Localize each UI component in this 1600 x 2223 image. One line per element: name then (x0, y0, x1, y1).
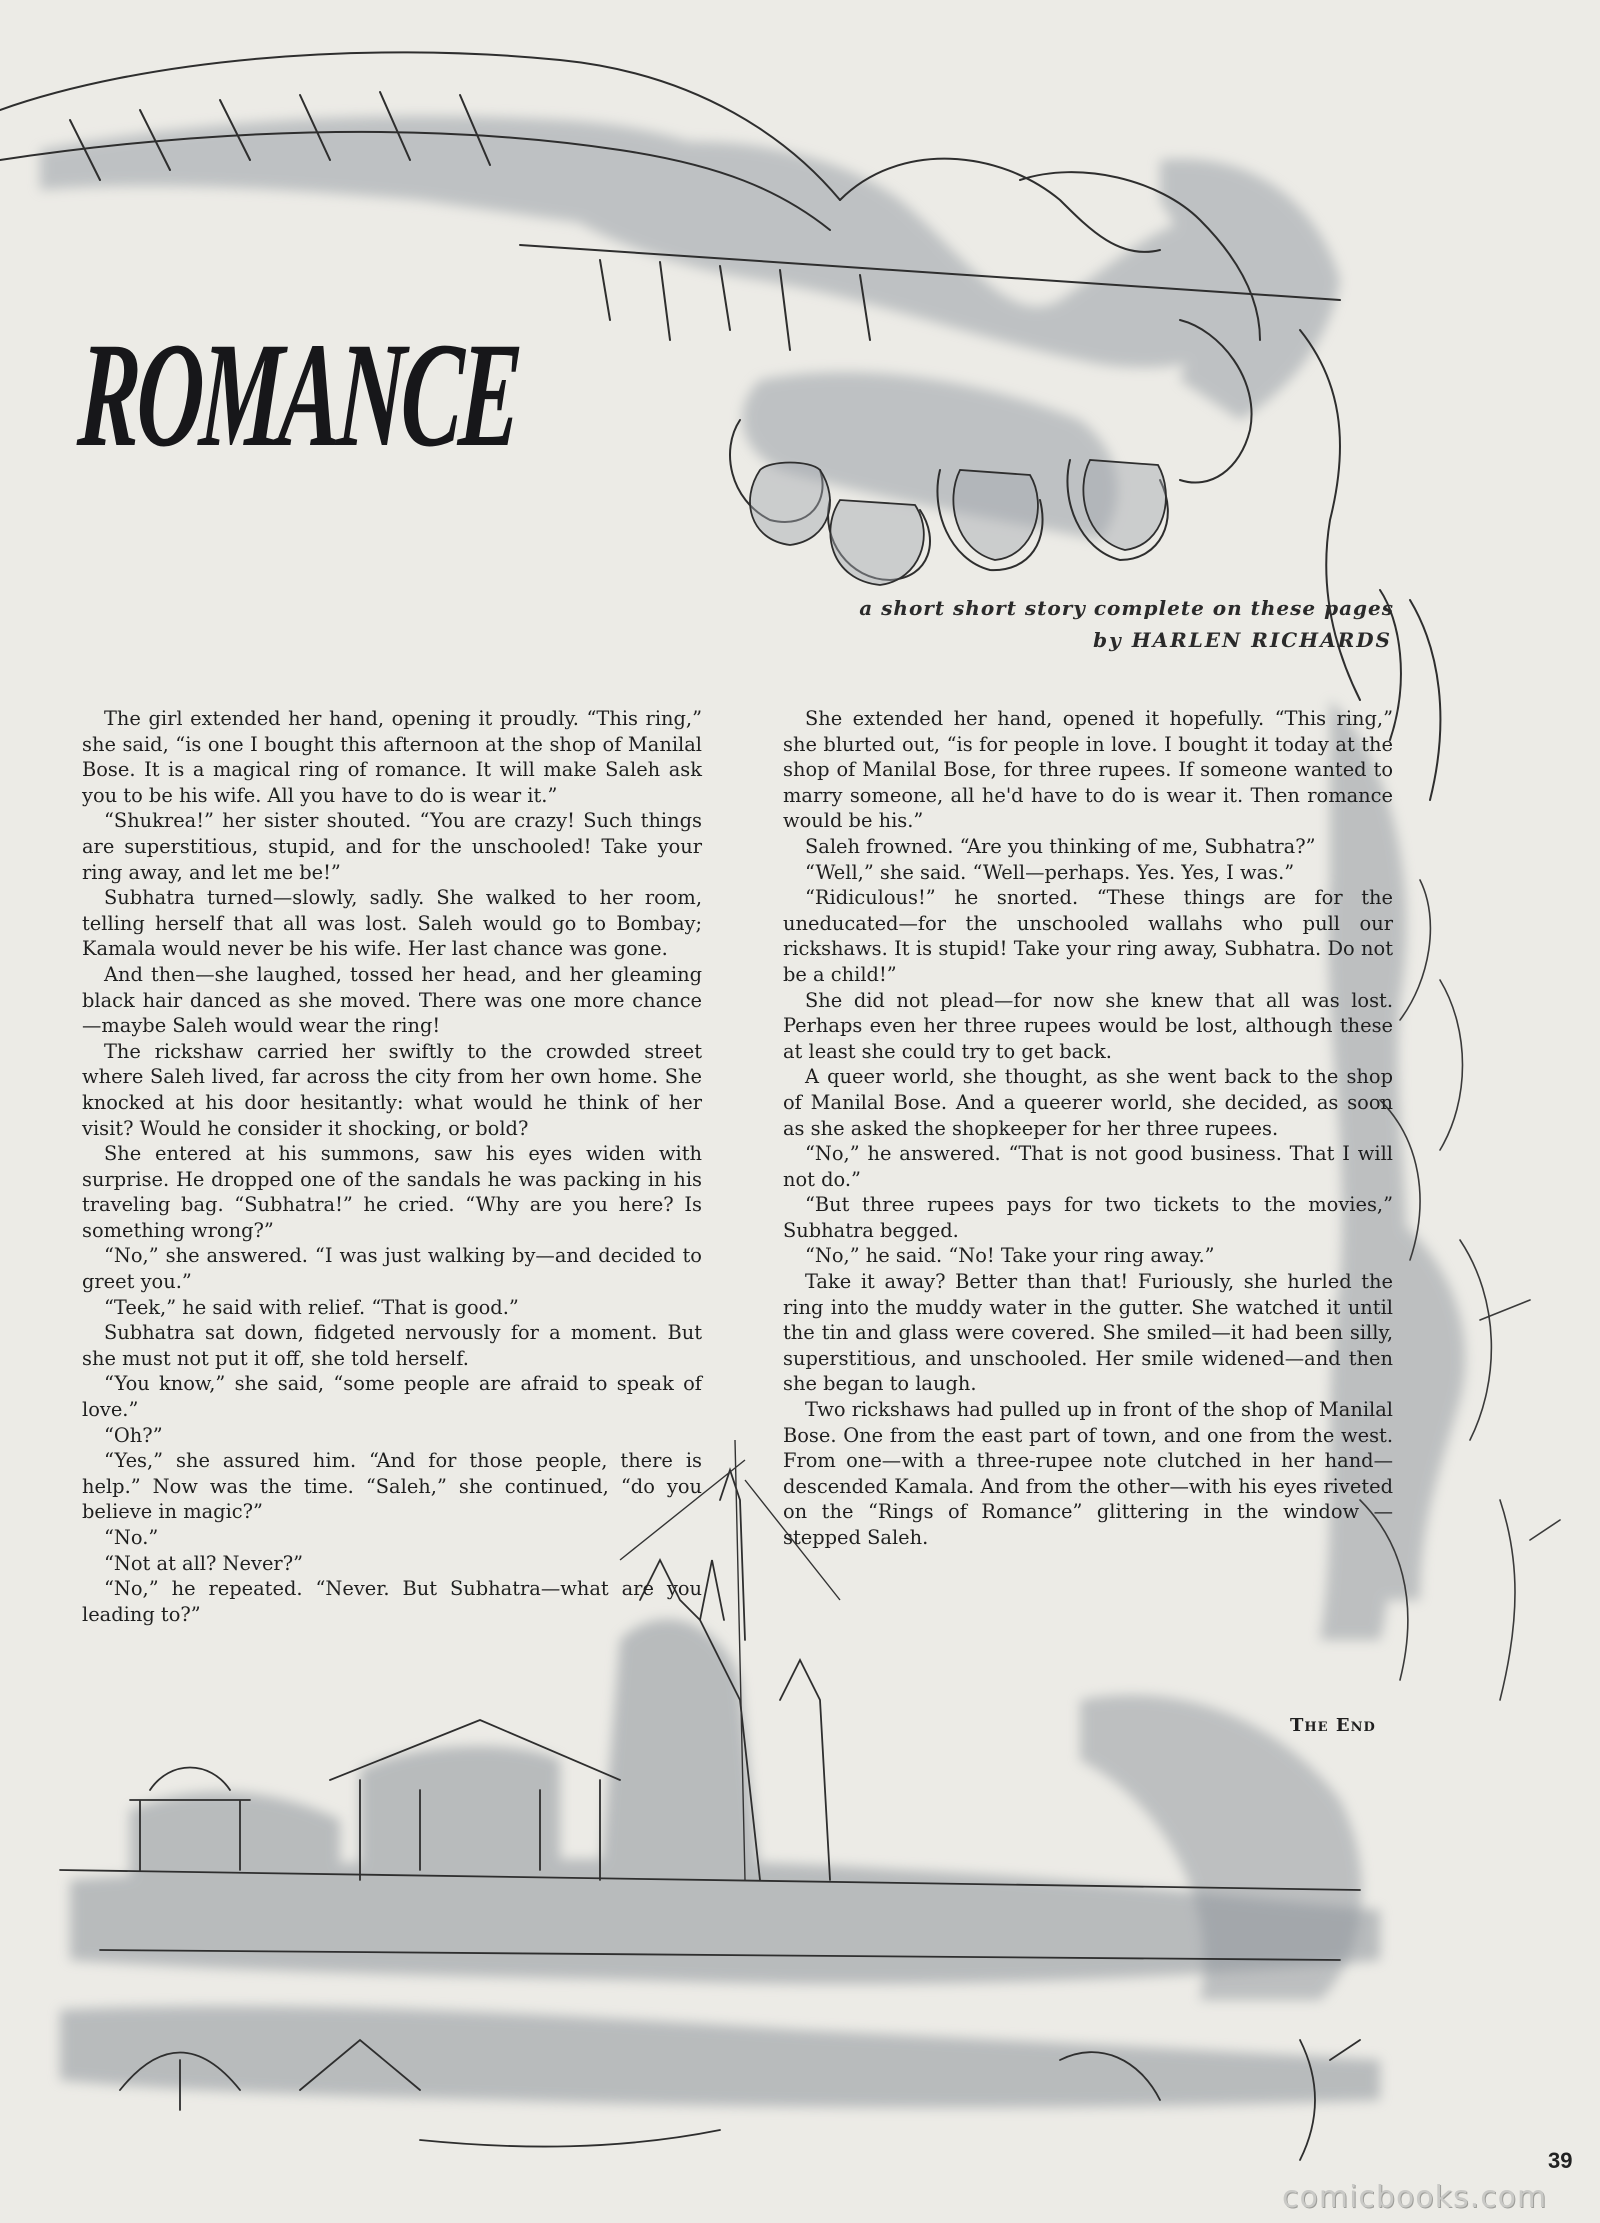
paragraph: And then—she laughed, tossed her head, and her gleaming black hair danced as she moved. There was one more chance—maybe Saleh would wear the ring! (82, 962, 702, 1038)
paragraph: She did not plead—for now she knew that all was lost. Perhaps even her three rupees would be lost, although these at least she could try to get back. (783, 988, 1393, 1063)
paragraph: “No,” she answered. “I was just walking by—and decided to greet you.” (82, 1244, 702, 1294)
paragraph: “Shukrea!” her sister shouted. “You are crazy! Such things are superstitious, stupid, and for the unschooled! Take your ring away, and let me be!” (82, 809, 702, 884)
paragraph: She extended her hand, opened it hopefully. “This ring,” she blurted out, “is for people in love. I bought it today at the shop of Manilal Bose, for three rupees. If someone wanted to marry someone, all he'd have to do is wear it. Then romance would be his.” (783, 707, 1393, 833)
paragraph: “Well,” she said. “Well—perhaps. Yes. Yes, I was.” (805, 860, 1295, 884)
paragraph: “Oh?” (104, 1423, 163, 1447)
story-title: ROMANCE (75, 312, 522, 478)
paragraph: A queer world, she thought, as she went back to the shop of Manilal Bose. And a queerer world, she decided, as soon as she asked the shopkeeper for her three rupees. (783, 1065, 1393, 1140)
author-byline: by HARLEN RICHARDS (1093, 628, 1392, 652)
paragraph: “Yes,” she assured him. “And for those people, there is help.” Now was the time. “Saleh,” she continued, “do you believe in magic?” (82, 1449, 702, 1524)
story-tagline: a short short story complete on these pages (859, 596, 1394, 620)
paragraph: “You know,” she said, “some people are afraid to speak of love.” (82, 1372, 702, 1422)
paragraph: “Teek,” he said with relief. “That is good.” (104, 1295, 519, 1319)
paragraph: Saleh frowned. “Are you thinking of me, Subhatra?” (805, 834, 1316, 858)
paragraph: Two rickshaws had pulled up in front of the shop of Manilal Bose. One from the east part of town, and one from the west. From one—with a three-rupee note clutched in her hand—descended Kamala. And from the other—with his eyes riveted on the “Rings of Romance” glittering in the window —stepped Saleh. (783, 1398, 1393, 1549)
paragraph: Subhatra turned—slowly, sadly. She walked to her room, telling herself that all was lost. Saleh would go to Bombay; Kamala would never be his wife. Her last chance was gone. (82, 886, 702, 961)
page-number: 39 (1548, 2148, 1573, 2173)
paragraph: “Not at all? Never?” (104, 1551, 304, 1575)
paragraph: “No,” he answered. “That is not good business. That I will not do.” (783, 1142, 1393, 1191)
watermark: comicbooks.com (1282, 2180, 1548, 2215)
paragraph: “No,” he repeated. “Never. But Subhatra—what are you leading to?” (82, 1577, 702, 1626)
end-mark: The End (1290, 1715, 1376, 1736)
paragraph: Take it away? Better than that! Furiously, she hurled the ring into the muddy water in the gutter. She watched it until the tin and glass were covered. She smiled—it had been silly, superstitious, and unschooled. Her smile widened—and then she began to laugh. (783, 1270, 1393, 1396)
paragraph: She entered at his summons, saw his eyes widen with surprise. He dropped one of the sandals he was packing in his traveling bag. “Subhatra!” he cried. “Why are you here? Is something wrong?” (82, 1142, 702, 1242)
paragraph: The girl extended her hand, opening it proudly. “This ring,” she said, “is one I bought this afternoon at the shop of Manilal Bose. It is a magical ring of romance. It will make Saleh ask you to be his wife. All you have to do is wear it.” (82, 707, 702, 807)
paragraph: The rickshaw carried her swiftly to the crowded street where Saleh lived, far across the city from her own home. She knocked at his door hesitantly: what would he think of her visit? Would he consider it shocking, or bold? (82, 1039, 702, 1140)
paragraph: “But three rupees pays for two tickets to the movies,” Subhatra begged. (783, 1193, 1393, 1242)
paragraph: “No,” he said. “No! Take your ring away.” (805, 1244, 1215, 1268)
story-column-left (82, 706, 702, 1627)
paragraph: Subhatra sat down, fidgeted nervously for a moment. But she must not put it off, she told herself. (82, 1321, 702, 1370)
paragraph: “Ridiculous!” he snorted. “These things are for the uneducated—for the unschooled wallahs who pull our rickshaws. It is stupid! Take your ring away, Subhatra. Do not be a child!” (783, 886, 1393, 986)
story-column-right (783, 706, 1393, 1551)
paragraph: “No.” (104, 1526, 159, 1549)
pottery-sketch (750, 460, 1166, 585)
